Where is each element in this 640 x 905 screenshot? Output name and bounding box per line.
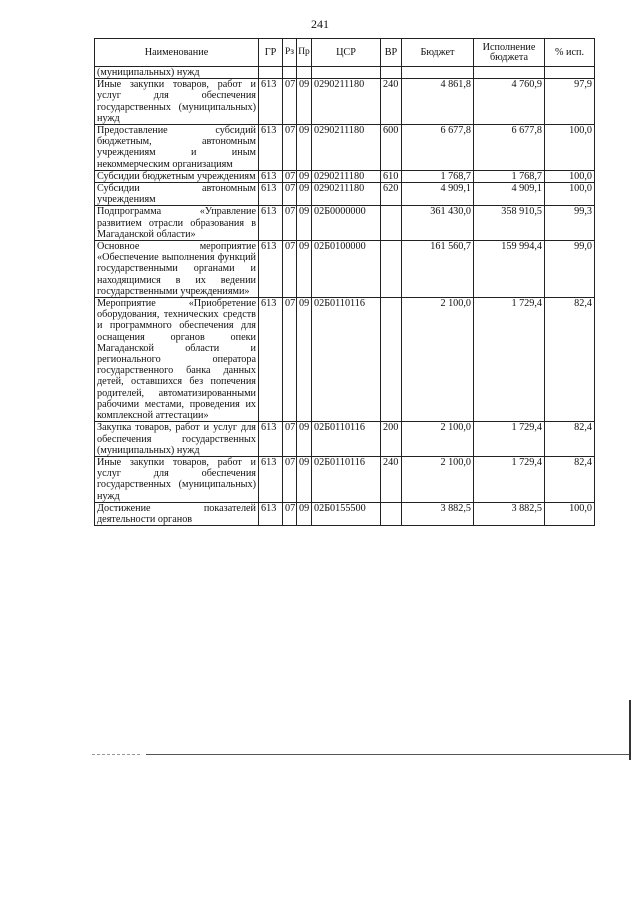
cell-gr: 613 [259, 241, 283, 298]
cell-budget: 4 909,1 [402, 183, 474, 206]
cell-pr: 09 [297, 170, 312, 182]
cell-rz: 07 [283, 206, 297, 241]
cell-gr: 613 [259, 456, 283, 502]
table-row [95, 241, 595, 298]
cell-vr: 240 [381, 79, 402, 125]
cell-execution: 159 994,4 [474, 241, 545, 298]
cell-budget: 6 677,8 [402, 125, 474, 171]
cell-csr: 02Б0000000 [312, 206, 381, 241]
table-row [95, 183, 595, 206]
cell-pct: 100,0 [545, 183, 595, 206]
cell-execution: 3 882,5 [474, 502, 545, 525]
cell-rz: 07 [283, 79, 297, 125]
header-budget: Бюджет [402, 39, 474, 67]
cell-name: Закупка товаров, работ и услуг для обеспечения государственных (муниципальных) нужд [95, 422, 259, 457]
cell-gr [259, 67, 283, 79]
header-pct: % исп. [545, 39, 595, 67]
cell-pct: 97,9 [545, 79, 595, 125]
cell-vr: 200 [381, 422, 402, 457]
cell-rz: 07 [283, 183, 297, 206]
cell-execution: 4 909,1 [474, 183, 545, 206]
cell-rz: 07 [283, 298, 297, 422]
cell-pct: 99,3 [545, 206, 595, 241]
cell-vr [381, 298, 402, 422]
cell-execution: 4 760,9 [474, 79, 545, 125]
cell-budget: 4 861,8 [402, 79, 474, 125]
cell-rz: 07 [283, 241, 297, 298]
cell-pr: 09 [297, 125, 312, 171]
cell-name: Иные закупки товаров, работ и услуг для обеспечения государственных (муниципальных) нужд [95, 79, 259, 125]
cell-pct: 100,0 [545, 502, 595, 525]
cell-csr [312, 67, 381, 79]
cell-csr: 02Б0110116 [312, 298, 381, 422]
cell-pct: 100,0 [545, 170, 595, 182]
cell-budget [402, 67, 474, 79]
header-vr: ВР [381, 39, 402, 67]
cell-gr: 613 [259, 502, 283, 525]
cell-vr [381, 241, 402, 298]
cell-budget: 361 430,0 [402, 206, 474, 241]
cell-gr: 613 [259, 298, 283, 422]
cell-rz: 07 [283, 502, 297, 525]
cell-rz: 07 [283, 170, 297, 182]
cell-vr: 240 [381, 456, 402, 502]
cell-name: Иные закупки товаров, работ и услуг для обеспечения государственных (муниципальных) нужд [95, 456, 259, 502]
cell-budget: 2 100,0 [402, 456, 474, 502]
cell-budget: 1 768,7 [402, 170, 474, 182]
cell-vr: 620 [381, 183, 402, 206]
cell-name: Субсидии автономным учреждениям [95, 183, 259, 206]
table-row [95, 67, 595, 79]
cell-vr: 600 [381, 125, 402, 171]
scan-edge-mark [629, 700, 631, 760]
cell-pr: 09 [297, 241, 312, 298]
table-row [95, 125, 595, 171]
cell-pr: 09 [297, 502, 312, 525]
page-number: 241 [311, 17, 329, 31]
cell-csr: 02Б0110116 [312, 456, 381, 502]
footer-line [146, 754, 630, 755]
cell-gr: 613 [259, 125, 283, 171]
cell-execution [474, 67, 545, 79]
cell-name: Достижение показателей деятельности органов [95, 502, 259, 525]
header-execution: Исполнение бюджета [474, 39, 545, 67]
cell-name: Подпрограмма «Управление развитием отрасли образования в Магаданской области» [95, 206, 259, 241]
header-pr: Пр [297, 39, 312, 67]
cell-csr: 0290211180 [312, 79, 381, 125]
cell-pr: 09 [297, 79, 312, 125]
cell-csr: 0290211180 [312, 125, 381, 171]
cell-pr: 09 [297, 183, 312, 206]
table-row [95, 298, 595, 422]
cell-execution: 1 768,7 [474, 170, 545, 182]
cell-execution: 358 910,5 [474, 206, 545, 241]
cell-budget: 2 100,0 [402, 422, 474, 457]
cell-pr: 09 [297, 456, 312, 502]
cell-rz: 07 [283, 422, 297, 457]
table-row [95, 422, 595, 457]
cell-budget: 2 100,0 [402, 298, 474, 422]
cell-budget: 3 882,5 [402, 502, 474, 525]
header-csr: ЦСР [312, 39, 381, 67]
budget-execution-table [94, 38, 595, 526]
cell-vr [381, 206, 402, 241]
cell-execution: 1 729,4 [474, 298, 545, 422]
cell-gr: 613 [259, 206, 283, 241]
cell-pr: 09 [297, 422, 312, 457]
cell-name: Мероприятие «Приобретение оборудования, технических средств и программного обеспечения для оснащения органов опеки Магаданской области и регионального оператора государственного банка данных детей, оставшихся без попечения родителей, автоматизированными рабочими местами, проведения их комплексной аттестации» [95, 298, 259, 422]
cell-pct [545, 67, 595, 79]
cell-rz [283, 67, 297, 79]
cell-csr: 02Б0100000 [312, 241, 381, 298]
cell-pct: 82,4 [545, 456, 595, 502]
footer-dash [92, 754, 140, 755]
table-body [95, 67, 595, 526]
cell-pr: 09 [297, 206, 312, 241]
cell-name: Основное мероприятие «Обеспечение выполнения функций государственными органами и находящимися в их ведении государственными учреждениями» [95, 241, 259, 298]
table-row [95, 456, 595, 502]
cell-vr [381, 502, 402, 525]
cell-gr: 613 [259, 183, 283, 206]
cell-pr: 09 [297, 298, 312, 422]
cell-execution: 1 729,4 [474, 456, 545, 502]
cell-csr: 0290211180 [312, 183, 381, 206]
header-name: Наименование [95, 39, 259, 67]
cell-pct: 100,0 [545, 125, 595, 171]
cell-pr [297, 67, 312, 79]
header-rz: Рз [283, 39, 297, 67]
cell-csr: 0290211180 [312, 170, 381, 182]
cell-vr: 610 [381, 170, 402, 182]
cell-csr: 02Б0155500 [312, 502, 381, 525]
cell-name: Субсидии бюджетным учреждениям [95, 170, 259, 182]
cell-gr: 613 [259, 422, 283, 457]
cell-csr: 02Б0110116 [312, 422, 381, 457]
cell-rz: 07 [283, 125, 297, 171]
table-header-row [95, 39, 595, 67]
cell-gr: 613 [259, 170, 283, 182]
cell-rz: 07 [283, 456, 297, 502]
cell-budget: 161 560,7 [402, 241, 474, 298]
table-row [95, 206, 595, 241]
header-gr: ГР [259, 39, 283, 67]
cell-pct: 99,0 [545, 241, 595, 298]
table-row [95, 502, 595, 525]
table-row [95, 79, 595, 125]
cell-pct: 82,4 [545, 422, 595, 457]
cell-name: (муниципальных) нужд [95, 67, 259, 79]
cell-pct: 82,4 [545, 298, 595, 422]
cell-execution: 6 677,8 [474, 125, 545, 171]
cell-execution: 1 729,4 [474, 422, 545, 457]
cell-gr: 613 [259, 79, 283, 125]
cell-name: Предоставление субсидий бюджетным, автономным учреждениям и иным некоммерческим организациям [95, 125, 259, 171]
table-row [95, 170, 595, 182]
cell-vr [381, 67, 402, 79]
